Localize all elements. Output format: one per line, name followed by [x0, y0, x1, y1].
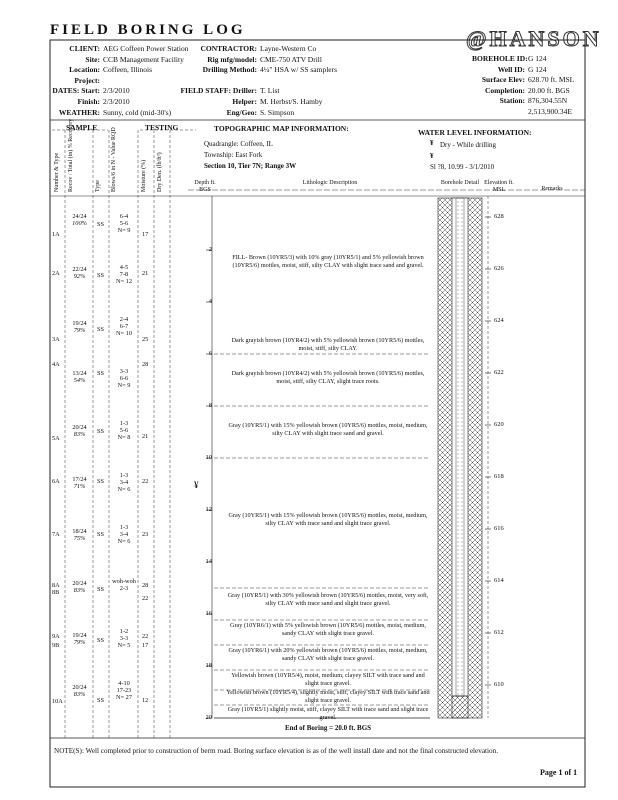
sample-number: 9A 9B	[52, 633, 60, 650]
col-borehole: Borehole Detail	[440, 180, 480, 186]
sample-moisture: 21	[142, 270, 149, 277]
sample-moisture: 23	[142, 531, 149, 538]
depth-label: 10	[205, 454, 212, 461]
sample-number: 6A	[52, 478, 60, 485]
sample-moisture: 17	[142, 231, 149, 238]
sample-type: SS	[97, 428, 105, 435]
sample-blows: 4-5 7-8 N= 12	[116, 264, 132, 286]
sample-blows: 2-4 6-7 N= 10	[116, 316, 132, 338]
lithology-description: FILL- Brown (10YR5/3) with 10% gray (10YR5/1) and 5% yellowish brown (10YR5/6) mottles, moist, stiff, silty CLAY with slight trace sand and gravel.	[232, 254, 424, 269]
sample-moisture: 21	[142, 433, 149, 440]
sample-recovery: 18/24 75%	[72, 528, 87, 543]
col-depth: Depth ft. BGS	[194, 180, 216, 193]
sample-recovery: 19/24 79%	[72, 632, 87, 647]
elevation-label: 618	[494, 473, 504, 480]
end-of-boring: End of Boring = 20.0 ft. BGS	[284, 724, 372, 732]
col-type: Type	[95, 180, 101, 192]
contractor-info-block: CONTRACTOR: Layne-Western Co Rig mfg/model: CME-750 ATV Drill Drilling Method: 4¼" HSA w/ SS samplers FIELD STAFF: Driller: T. List Helper: M. Herbst/S. Hamby Eng/Geo: S. Simpson	[180, 44, 338, 117]
page-title: FIELD BORING LOG	[50, 22, 246, 38]
sample-moisture: 22	[142, 478, 149, 485]
sample-blows: 4-10 17-23 N= 27	[116, 680, 132, 702]
borehole-info-block: BOREHOLE ID:G 124 Well ID: G 124 Surface Elev: 628.70 ft. MSL Completion: 20.00 ft. BGS Station: 876,304.55N 2,513,900.34E	[472, 54, 575, 116]
quadrangle-text: Quadrangle: Coffeen, IL	[204, 140, 273, 148]
depth-label: 2	[208, 246, 212, 253]
sample-number: 1A	[52, 231, 60, 238]
sample-type: SS	[97, 637, 105, 644]
page-number: Page 1 of 1	[540, 768, 578, 777]
water-level-2: Sl ?8, 10.99 - 3/1/2010	[430, 163, 495, 171]
lithology-description: Gray (10YR5/1) slightly moist, stiff, clayey SILT with trace sand and slight trace gravel.	[227, 706, 429, 721]
borehole-detail	[438, 198, 482, 718]
depth-ticks	[206, 250, 212, 718]
sample-type: SS	[97, 272, 105, 279]
lithology-description: Gray (10YR6/1) with 5% yellowish brown (10YR5/6) mottles, moist, medium, sandy CLAY with slight trace gravel.	[230, 622, 426, 637]
water-level-symbol: ¥	[194, 480, 199, 490]
sample-moisture: 12	[142, 697, 149, 704]
sample-blows: 1-2 3-3 N= 5	[117, 628, 131, 650]
sample-blows: 1-3 3-4 N= 6	[117, 472, 131, 494]
sample-recovery: 19/24 79%	[72, 320, 87, 335]
sample-blows: woh-woh 2-3	[112, 578, 136, 593]
sample-recovery: 20/24 83%	[72, 580, 87, 595]
sample-type: SS	[97, 221, 105, 228]
sample-moisture: 22 17	[142, 633, 149, 650]
lithology-description: Yellowish brown (10YR5/4), slightly moist, stiff, clayey SILT with trace sand and slight trace gravel.	[226, 689, 430, 704]
sample-number: 4A	[52, 361, 60, 368]
elevation-label: 616	[494, 525, 504, 532]
lithology-description: Gray (10YR5/1) with 30% yellowish brown (10YR5/6) mottles, moist, very soft, silty CLAY with trace sand and slight trace gravel.	[227, 592, 429, 607]
elevation-label: 612	[494, 629, 504, 636]
sample-blows: 1-3 5-6 N= 8	[117, 420, 131, 442]
col-lithologic: Lithologic Description	[302, 180, 358, 186]
water-level-heading: WATER LEVEL INFORMATION:	[418, 128, 532, 137]
sample-type: SS	[97, 531, 105, 538]
depth-label: 12	[205, 506, 212, 513]
water-symbol-2: ¥	[430, 152, 434, 160]
section-text: Section 10, Tier 7N; Range 3W	[204, 162, 297, 170]
water-symbol-1: ¥	[430, 139, 434, 147]
notes: NOTE(S): Well completed prior to construction of berm road. Boring surface elevation is as of the well install date and not the final constructed elevation.	[54, 747, 498, 755]
col-dry-density: Dry Den. (lb/ft³)	[157, 152, 163, 192]
col-elevation: Elevation ft. MSL	[484, 180, 514, 193]
sample-moisture: 28	[142, 361, 149, 368]
col-recovery: Recov / Total (in) % Recovery	[68, 118, 74, 192]
elevation-label: 622	[494, 369, 504, 376]
township-text: Township: East Fork	[204, 151, 263, 159]
col-blows: Blows/6 in N - Value RQD	[111, 127, 117, 192]
depth-label: 6	[208, 350, 212, 357]
lithology-description: Yellowish brown (10YR5/4), moist, medium, clayey SILT with trace sand and slight trace gravel.	[231, 672, 425, 687]
elevation-label: 614	[494, 577, 504, 584]
sample-number: 7A	[52, 531, 60, 538]
depth-label: 4	[208, 298, 212, 305]
sample-blows: 1-3 3-4 N= 6	[117, 524, 131, 546]
depth-label: 18	[205, 662, 212, 669]
sample-moisture: 28 22	[142, 582, 149, 603]
sample-number: 2A	[52, 270, 60, 277]
lithology-description: Gray (10YR5/1) with 15% yellowish brown (10YR5/6) mottles, moist, medium, silty CLAY with trace sand and slight trace gravel.	[228, 512, 428, 527]
sample-heading: SAMPLE	[66, 123, 98, 132]
depth-label: 16	[205, 610, 212, 617]
water-level-1: Dry - While drilling	[440, 141, 497, 149]
sample-type: SS	[97, 326, 105, 333]
sample-blows: 3-3 6-6 N= 9	[117, 368, 131, 390]
depth-label: 8	[208, 402, 212, 409]
sample-type: SS	[97, 370, 105, 377]
sample-type: SS	[97, 586, 105, 593]
sample-recovery: 20/24 83%	[72, 684, 87, 699]
col-number: Number & Type	[54, 152, 60, 192]
sample-number: 3A	[52, 336, 60, 343]
depth-label: 14	[205, 558, 212, 565]
sample-number: 5A	[52, 435, 60, 442]
sample-moisture: 25	[142, 336, 149, 343]
elevation-label: 628	[494, 213, 504, 220]
sample-blows: 6-4 5-6 N= 9	[117, 213, 131, 235]
sample-type: SS	[97, 478, 105, 485]
col-moisture: Moisture (%)	[141, 159, 147, 192]
sample-recovery: 20/24 83%	[72, 424, 87, 439]
col-remarks: Remarks	[541, 186, 563, 192]
sample-number: 8A 8B	[52, 582, 60, 597]
sample-recovery: 24/24 100%	[72, 213, 87, 228]
lithology-description: Dark grayish brown (10YR4/2) with 5% yellowish brown (10YR5/6) mottles, moist, stiff, silty CLAY.	[231, 337, 425, 352]
lithology-description: Dark grayish brown (10YR4/2) with 5% yellowish brown (10YR5/6) mottles, moist, stiff, silty CLAY, slight trace roots.	[231, 370, 425, 385]
lithology-description: Gray (10YR6/1) with 20% yellowish brown (10YR5/6) mottles, moist, medium, sandy CLAY with slight trace gravel.	[228, 647, 428, 662]
elevation-label: 626	[494, 265, 504, 272]
testing-heading: TESTING	[145, 123, 179, 132]
project-info-block: CLIENT: AEG Coffeen Power Station Site: CCB Management Facility Location: Coffeen, Illinois Project: DATES: Start: 2/3/2010 Finish: 2/3/2010 WEATHER: Sunny, cold (mid-30's)	[52, 44, 189, 117]
sample-number: 10A	[52, 698, 63, 705]
topo-heading: TOPOGRAPHIC MAP INFORMATION:	[214, 124, 349, 133]
company-logo: @HANSON	[466, 26, 602, 51]
elevation-label: 610	[494, 681, 504, 688]
lithology-description: Gray (10YR5/1) with 15% yellowish brown (10YR5/6) mottles, moist, medium, silty CLAY with slight trace sand and gravel.	[228, 422, 428, 437]
elevation-label: 624	[494, 317, 504, 324]
sample-recovery: 17/24 71%	[72, 476, 87, 491]
depth-label: 20	[205, 714, 212, 721]
sample-type: SS	[97, 697, 105, 704]
sample-recovery: 22/24 92%	[72, 266, 87, 281]
elevation-label: 620	[494, 421, 504, 428]
sample-recovery: 13/24 54%	[72, 370, 87, 385]
